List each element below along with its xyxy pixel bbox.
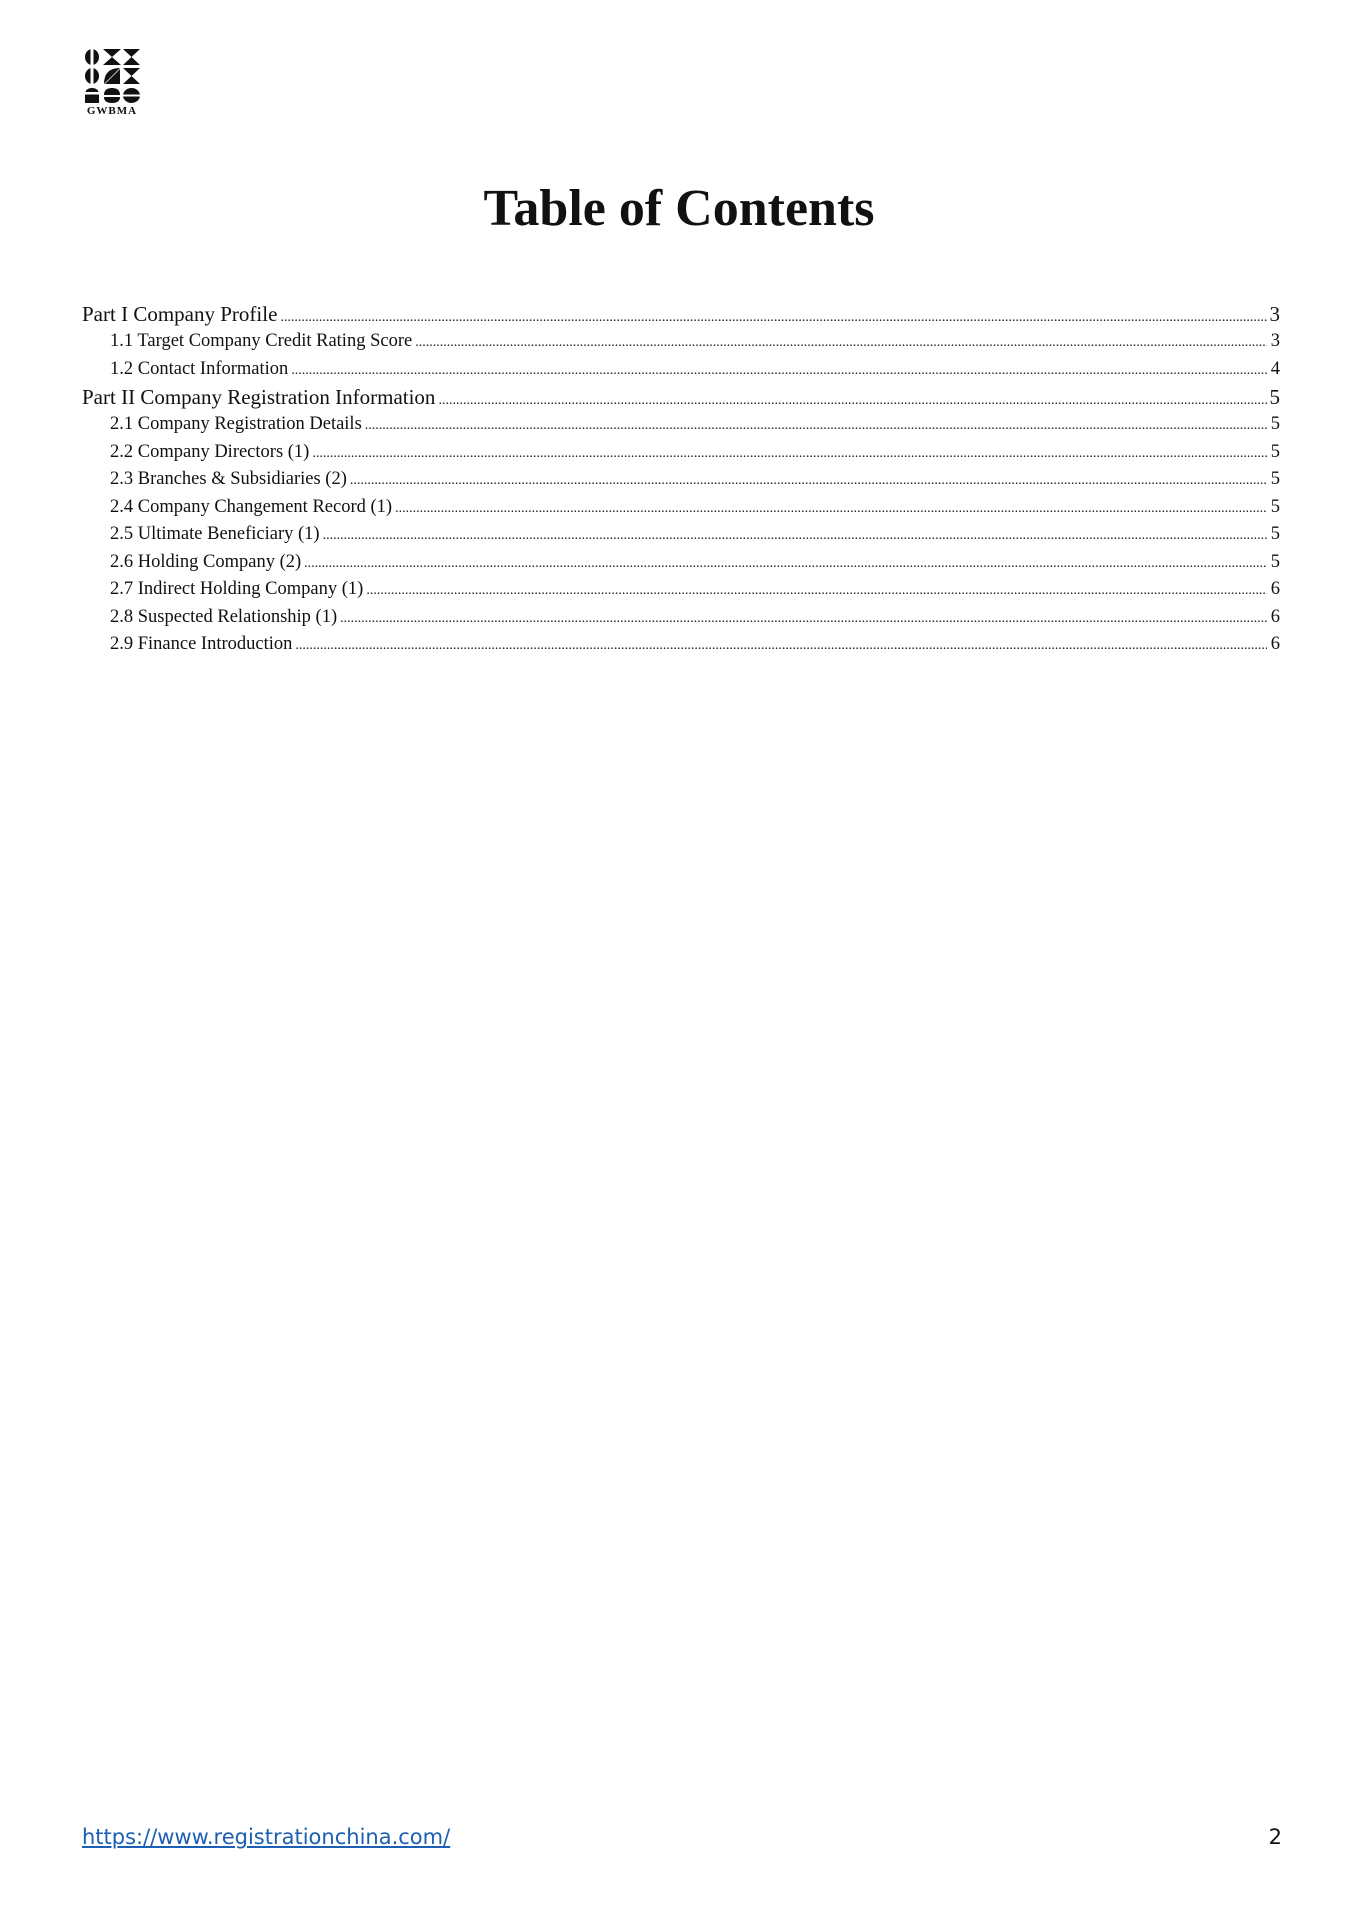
toc-dot-leader xyxy=(291,356,1267,385)
gwbma-logo-icon xyxy=(82,48,142,104)
toc-entry-page: 6 xyxy=(1270,579,1280,599)
toc-entry-page: 6 xyxy=(1270,606,1280,627)
toc-entry[interactable] xyxy=(82,466,1280,494)
logo-text: GWBMA xyxy=(86,105,138,117)
toc-entry-page: 3 xyxy=(1270,331,1280,351)
toc-entry[interactable] xyxy=(82,631,1280,659)
footer-link[interactable]: https://www.registrationchina.com/ xyxy=(82,1825,451,1849)
toc-entry-title: 1.1 Target Company Credit Rating Score xyxy=(110,331,413,351)
toc-entry-title: 2.9 Finance Introduction xyxy=(110,634,293,654)
table-of-contents xyxy=(82,300,1280,659)
company-logo xyxy=(82,48,142,117)
toc-dot-leader xyxy=(366,576,1267,605)
toc-entry-title: 2.6 Holding Company (2) xyxy=(110,551,302,572)
toc-entry-page: 5 xyxy=(1269,385,1280,409)
toc-entry-title: 2.4 Company Changement Record (1) xyxy=(110,496,393,517)
toc-entry-page: 6 xyxy=(1270,634,1280,654)
toc-dot-leader xyxy=(350,466,1267,495)
toc-entry-title: 2.8 Suspected Relationship (1) xyxy=(110,606,338,627)
toc-dot-leader xyxy=(395,494,1267,523)
toc-entry-page: 5 xyxy=(1270,524,1280,544)
toc-dot-leader xyxy=(295,631,1267,660)
toc-entry[interactable] xyxy=(82,549,1280,577)
toc-entry-page: 5 xyxy=(1270,469,1280,489)
toc-entry-title: Part II Company Registration Information xyxy=(82,385,436,409)
toc-entry[interactable] xyxy=(82,439,1280,467)
toc-entry-title: 2.5 Ultimate Beneficiary (1) xyxy=(110,524,320,544)
toc-entry[interactable] xyxy=(82,576,1280,604)
toc-entry-page: 5 xyxy=(1270,441,1280,462)
page-title: Table of Contents xyxy=(483,180,875,237)
toc-entry-title: 1.2 Contact Information xyxy=(110,358,289,379)
toc-entry-title: 2.7 Indirect Holding Company (1) xyxy=(110,579,364,599)
toc-entry[interactable] xyxy=(82,300,1280,328)
toc-entry-title: 2.2 Company Directors (1) xyxy=(110,441,310,462)
toc-entry-title: 2.1 Company Registration Details xyxy=(110,414,362,434)
toc-dot-leader xyxy=(304,549,1267,578)
toc-entry[interactable] xyxy=(82,411,1280,439)
toc-dot-leader xyxy=(323,521,1267,550)
toc-entry-title: Part I Company Profile xyxy=(82,302,278,326)
toc-entry-page: 5 xyxy=(1270,414,1280,434)
toc-entry-page: 5 xyxy=(1270,551,1280,572)
toc-entry[interactable] xyxy=(82,521,1280,549)
toc-entry-page: 4 xyxy=(1270,358,1280,379)
toc-dot-leader xyxy=(415,328,1267,357)
toc-dot-leader xyxy=(312,439,1267,468)
toc-entry-title: 2.3 Branches & Subsidiaries (2) xyxy=(110,469,347,489)
toc-entry-page: 5 xyxy=(1270,496,1280,517)
page-number: 2 xyxy=(1268,1825,1282,1849)
toc-entry[interactable] xyxy=(82,356,1280,384)
toc-dot-leader xyxy=(340,604,1267,633)
toc-dot-leader xyxy=(365,411,1267,440)
toc-entry[interactable] xyxy=(82,383,1280,411)
toc-entry[interactable] xyxy=(82,328,1280,356)
toc-entry[interactable] xyxy=(82,604,1280,632)
toc-entry-page: 3 xyxy=(1269,302,1280,326)
toc-entry[interactable] xyxy=(82,494,1280,522)
